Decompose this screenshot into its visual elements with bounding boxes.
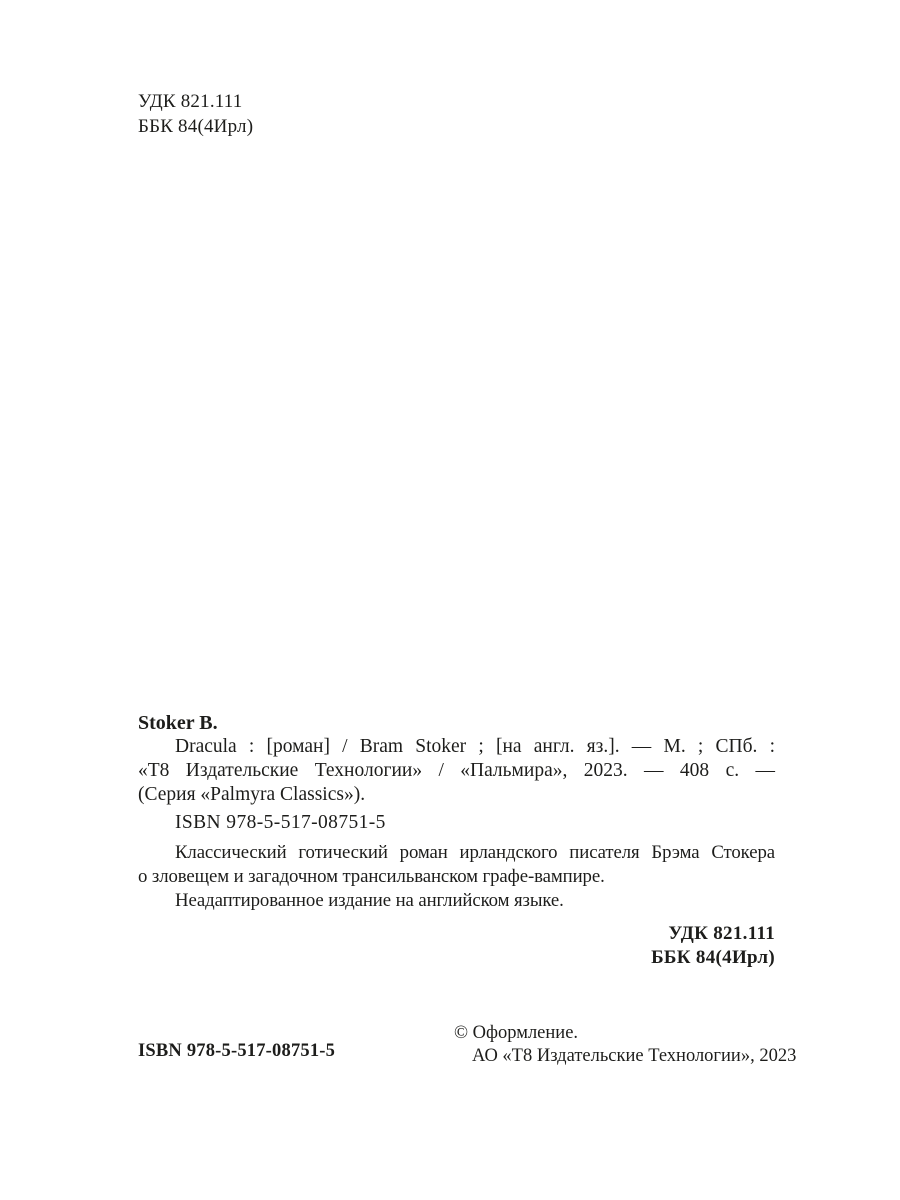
annotation-line-3: Неадаптированное издание на английском языке. — [175, 890, 564, 911]
copyright-line-2: АО «Т8 Издательские Технологии», 2023 — [472, 1046, 797, 1066]
udk-code: УДК 821.111 — [138, 91, 243, 112]
biblio-line-2: «Т8 Издательские Технологии» / «Пальмира», 2023. — 408 с. — — [138, 760, 775, 781]
bbk-code-right: ББК 84(4Ирл) — [651, 946, 775, 968]
right-codes-block — [138, 922, 775, 969]
annotation-block — [138, 841, 775, 913]
annotation-line-2: о зловещем и загадочном трансильванском графе-вампире. — [138, 866, 605, 887]
annotation-line-1: Классический готический роман ирландского писателя Брэма Стокера — [175, 842, 775, 863]
biblio-line-1: Dracula : [роман] / Bram Stoker ; [на англ. яз.]. — М. ; СПб. : — [175, 736, 775, 757]
copyright-line-1: © Оформление. — [454, 1023, 579, 1043]
author-heading: Stoker B. — [138, 712, 218, 734]
biblio-line-3: (Серия «Palmyra Classics»). — [138, 784, 366, 805]
top-codes-block — [138, 90, 253, 139]
copyright-block — [454, 1022, 796, 1068]
udk-code-right: УДК 821.111 — [668, 923, 775, 944]
imprint-block — [138, 711, 775, 969]
bibliographic-record — [138, 735, 775, 807]
bbk-code: ББК 84(4Ирл) — [138, 115, 254, 137]
footer-isbn: ISBN 978-5-517-08751-5 — [138, 1041, 336, 1061]
isbn-line: ISBN 978-5-517-08751-5 — [175, 812, 386, 833]
